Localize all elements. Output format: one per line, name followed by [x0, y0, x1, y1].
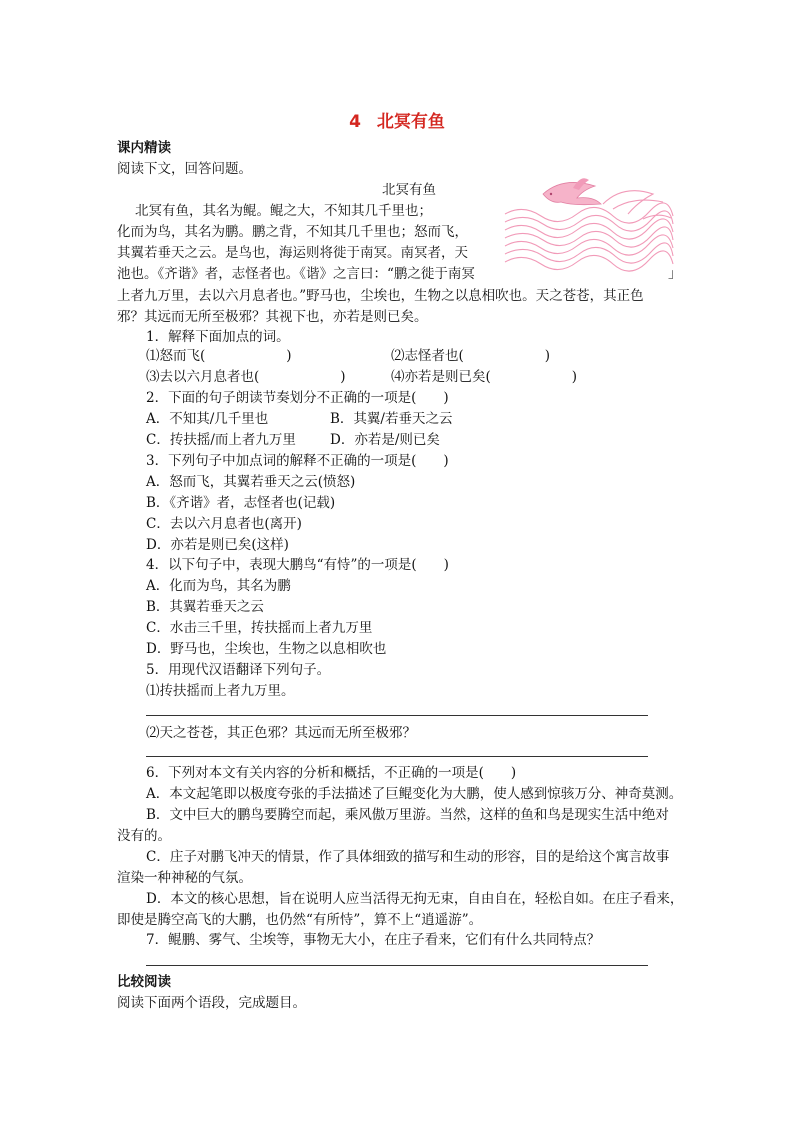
answer-line[interactable] [146, 965, 648, 966]
passage-line: 化而为鸟，其名为鹏。鹏之背，不知其几千里也；怒而飞， [117, 224, 468, 240]
q3-option-a: A．怒而飞，其翼若垂天之云(愤怒) [146, 474, 356, 490]
section-heading-in-class: 课内精读 [117, 140, 171, 156]
q6-option-b-cont: 没有的。 [117, 828, 171, 844]
q6-option-c-cont: 渲染一种神秘的气氛。 [117, 870, 252, 886]
section-instruction: 阅读下文，回答问题。 [117, 161, 252, 177]
q4-option-d: D．野马也，尘埃也，生物之以息相吹也 [146, 641, 387, 657]
flying-fish-illustration [503, 174, 675, 274]
question-1-stem: 1．解释下面加点的词。 [146, 329, 290, 345]
q3-option-d: D．亦若是则已矣(这样) [146, 537, 289, 553]
q2-option-c: C．抟扶摇/而上者九万里 [146, 432, 296, 448]
q1-item: ⑵志怪者也( ) [391, 348, 551, 364]
q2-option-a: A．不知其/几千里也 [146, 411, 269, 427]
answer-line[interactable] [146, 756, 648, 757]
question-3-stem: 3．下列句子中加点词的解释不正确的一项是( ) [146, 453, 449, 469]
passage-line: 其翼若垂天之云。是鸟也，海运则将徙于南冥。南冥者，天 [117, 245, 468, 261]
q3-option-c: C．去以六月息者也(离开) [146, 516, 302, 532]
q1-item: ⑶去以六月息者也( ) [146, 369, 346, 385]
section-instruction: 阅读下面两个语段，完成题目。 [117, 995, 306, 1011]
passage-line: 邪？其远而无所至极邪？其视下也，亦若是则已矣。 [117, 309, 428, 325]
question-4-stem: 4．以下句子中，表现大鹏鸟“有恃”的一项是( ) [146, 557, 449, 573]
q3-option-b: B．《齐谐》者，志怪者也(记载) [146, 495, 336, 511]
q4-option-a: A．化而为鸟，其名为鹏 [146, 578, 291, 594]
q1-item: ⑷亦若是则已矣( ) [391, 369, 578, 385]
q4-option-c: C．水击三千里，抟扶摇而上者九万里 [146, 620, 373, 636]
passage-line: 池也。《齐谐》者，志怪者也。《谐》之言曰：“鹏之徙于南冥 [117, 266, 475, 282]
question-6-stem: 6．下列对本文有关内容的分析和概括，不正确的一项是( ) [146, 765, 517, 781]
passage-cut-char: 」 [668, 266, 682, 282]
question-2-stem: 2．下面的句子朗读节奏划分不正确的一项是( ) [146, 390, 449, 406]
q5-item-1: ⑴抟扶摇而上者九万里。 [146, 683, 295, 699]
section-heading-comparison: 比较阅读 [117, 974, 171, 990]
answer-line[interactable] [146, 715, 648, 716]
q4-option-b: B．其翼若垂天之云 [146, 599, 264, 615]
q2-option-b: B．其翼/若垂天之云 [330, 411, 453, 427]
page-title [0, 107, 794, 132]
q6-option-c: C．庄子对鹏飞冲天的情景，作了具体细致的描写和生动的形容，目的是给这个寓言故事 [146, 849, 670, 865]
lesson-title: 北冥有鱼 [376, 112, 445, 132]
q2-option-d: D．亦若是/则已矣 [330, 432, 440, 448]
q1-item: ⑴怒而飞( ) [146, 348, 292, 364]
passage-line: 北冥有鱼，其名为鲲。鲲之大，不知其几千里也； [135, 203, 432, 219]
lesson-number: 4 [349, 112, 361, 132]
question-7-stem: 7．鲲鹏、雾气、尘埃等，事物无大小，在庄子看来，它们有什么共同特点？ [146, 932, 601, 948]
q6-option-d-cont: 即使是腾空高飞的大鹏，也仍然“有所恃”，算不上“逍遥游”。 [117, 912, 483, 928]
q6-option-b: B．文中巨大的鹏鸟要腾空而起，乘风傲万里游。当然，这样的鱼和鸟是现实生活中绝对 [146, 807, 669, 823]
q5-item-2: ⑵天之苍苍，其正色邪？其远而无所至极邪？ [146, 725, 416, 741]
q6-option-a: A．本文起笔即以极度夸张的手法描述了巨鲲变化为大鹏，使人感到惊骇万分、神奇莫测。 [146, 786, 683, 802]
passage-line: 上者九万里，去以六月息者也。”野马也，尘埃也，生物之以息相吹也。天之苍苍，其正色 [117, 288, 644, 304]
question-5-stem: 5．用现代汉语翻译下列句子。 [146, 662, 331, 678]
q6-option-d: D．本文的核心思想，旨在说明人应当活得无拘无束，自由自在，轻松自如。在庄子看来， [146, 891, 684, 907]
passage-title: 北冥有鱼 [382, 182, 436, 198]
